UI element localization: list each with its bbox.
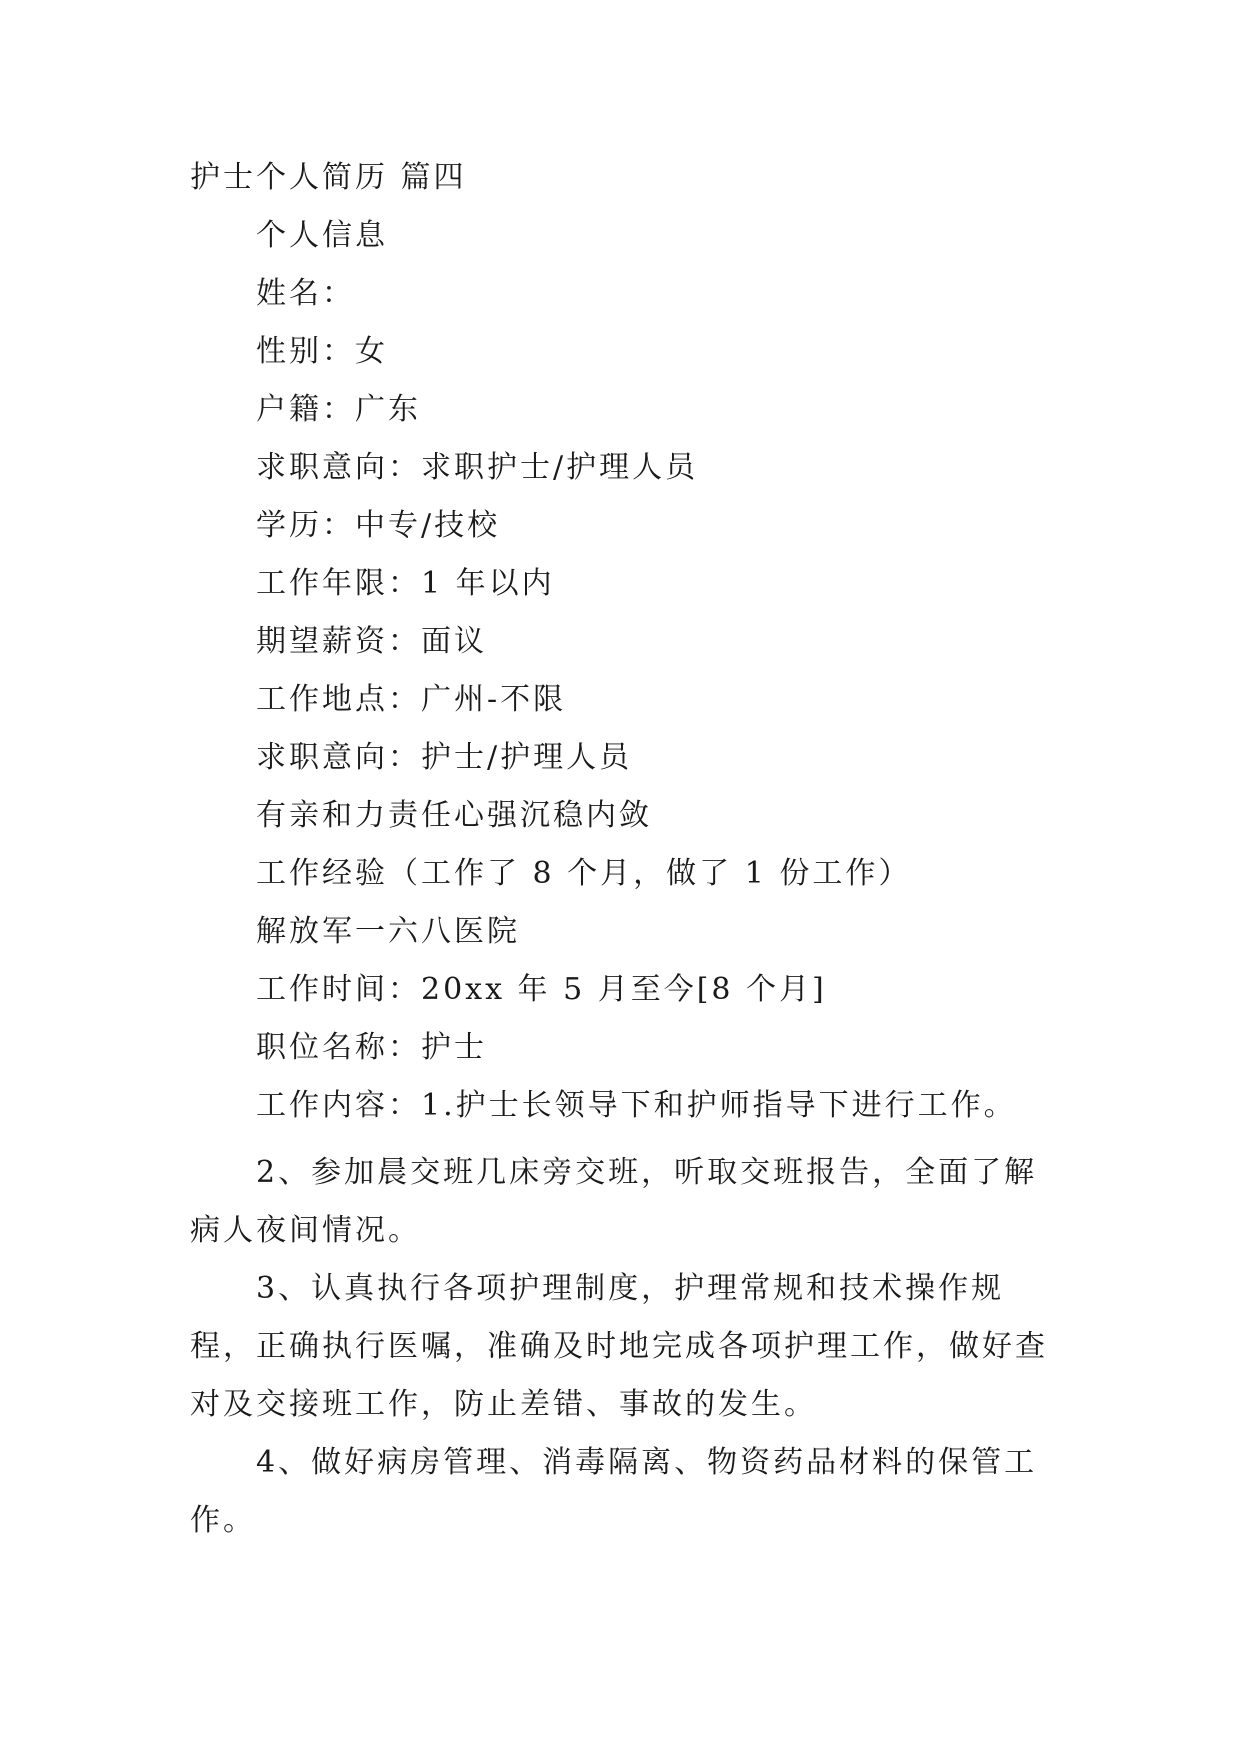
field-name: 姓名：	[256, 276, 355, 311]
field-work-content: 工作内容：1.护士长领导下和护师指导下进行工作。	[256, 1088, 1017, 1123]
document-title: 护士个人简历 篇四	[190, 160, 467, 195]
field-position-title: 职位名称：护士	[256, 1030, 487, 1065]
field-work-period: 工作时间：20xx 年 5 月至今[8 个月]	[256, 972, 827, 1007]
field-expected-salary: 期望薪资：面议	[256, 624, 487, 659]
field-job-intention-2: 求职意向：护士/护理人员	[256, 740, 633, 775]
section-heading-personal-info: 个人信息	[256, 218, 388, 253]
duty-paragraph-4: 4、做好病房管理、消毒隔离、物资药品材料的保管工作。	[190, 1445, 1038, 1538]
field-gender: 性别：女	[256, 334, 388, 369]
field-work-location: 工作地点：广州-不限	[256, 682, 567, 717]
field-job-intention: 求职意向：求职护士/护理人员	[256, 450, 699, 485]
self-evaluation: 有亲和力责任心强沉稳内敛	[256, 798, 652, 833]
section-heading-work-experience: 工作经验（工作了 8 个月，做了 1 份工作）	[256, 856, 912, 891]
field-work-years: 工作年限：1 年以内	[256, 566, 555, 601]
duty-paragraph-2: 2、参加晨交班几床旁交班，听取交班报告，全面了解病人夜间情况。	[190, 1155, 1038, 1248]
field-education: 学历：中专/技校	[256, 508, 501, 543]
document-body	[190, 158, 1060, 1559]
field-household-registration: 户籍：广东	[256, 392, 421, 427]
duty-paragraph-3: 3、认真执行各项护理制度，护理常规和技术操作规程，正确执行医嘱，准确及时地完成各项护理工作，做好查对及交接班工作，防止差错、事故的发生。	[190, 1271, 1048, 1422]
employer-name: 解放军一六八医院	[256, 914, 520, 949]
